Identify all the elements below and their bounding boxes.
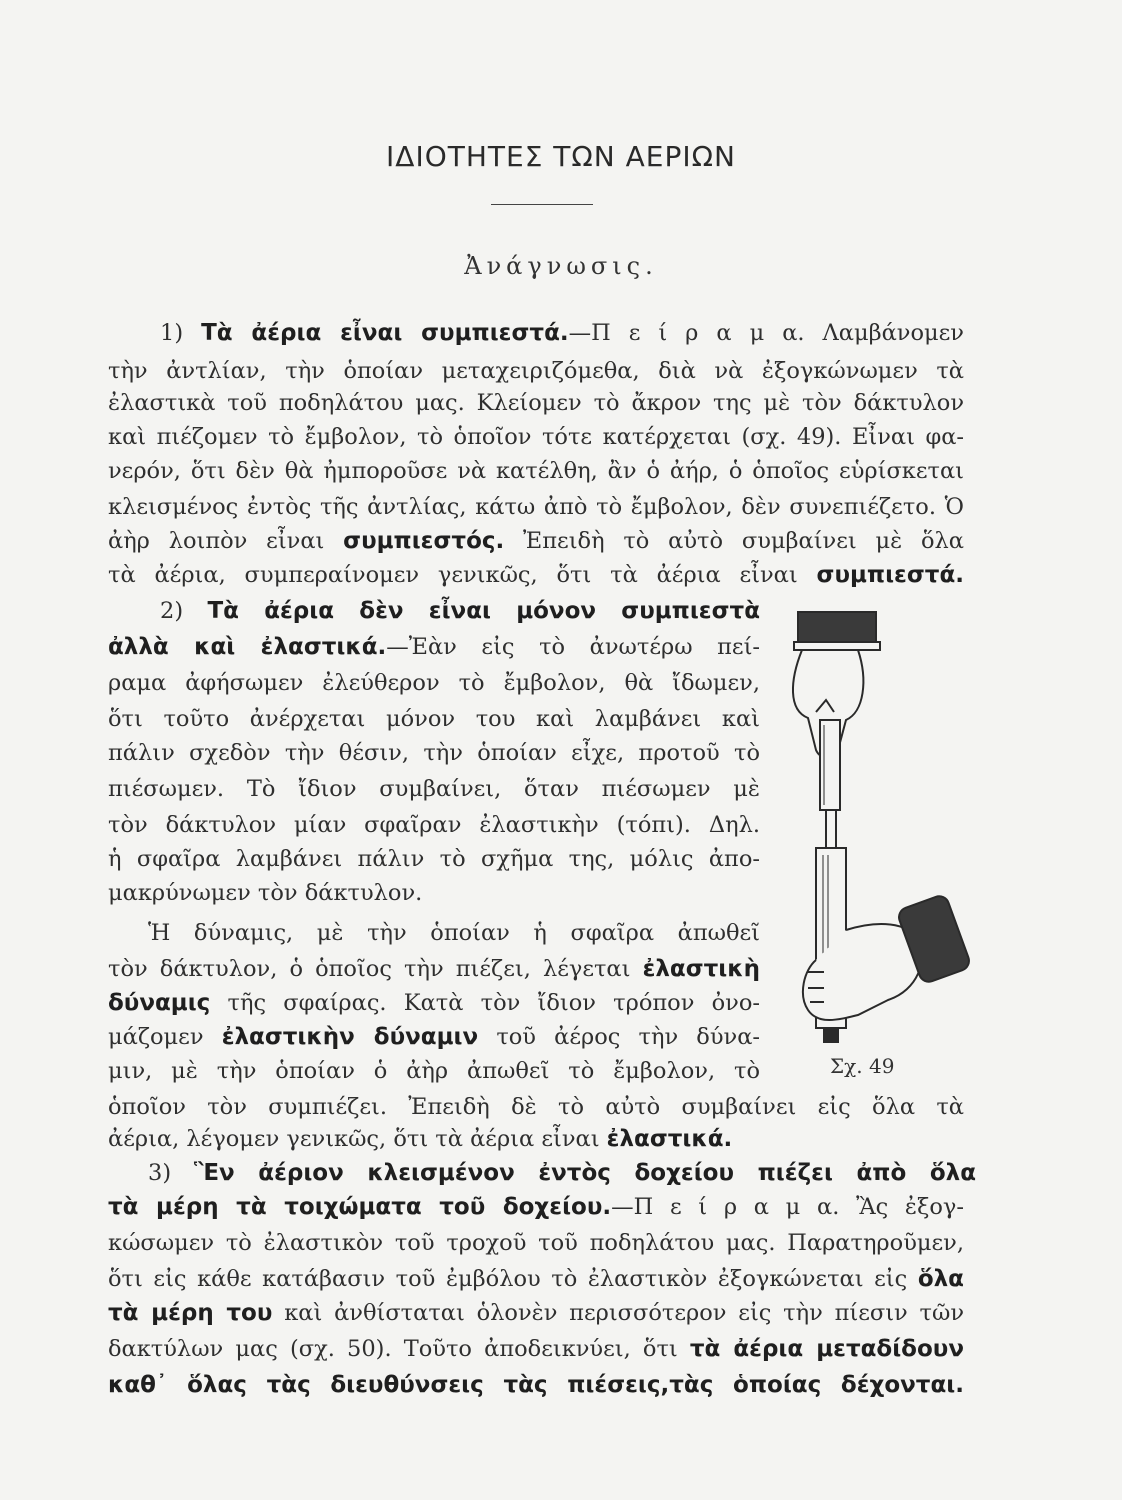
- s3-line-2: [108, 1192, 964, 1222]
- s3-line-4: [108, 1264, 964, 1294]
- s2-p2-line-4-a: μάζομεν: [108, 1024, 222, 1050]
- s3-line-1: [148, 1158, 976, 1188]
- s3-heading-2: τὰ μέρη τὰ τοιχώματα τοῦ δοχείου.: [108, 1194, 612, 1220]
- s2-line-5: πάλιν σχεδὸν τὴν θέσιν, τὴν ὁποίαν εἶχε, προτοῦ τὸ: [108, 740, 760, 766]
- s1-line-7-a: ἀὴρ λοιπὸν εἶναι: [108, 528, 344, 554]
- s1-line-4: καὶ πιέζομεν τὸ ἔμβολον, τὸ ὁποῖον τότε κατέρχεται (σχ. 49). Εἶναι φα-: [108, 424, 964, 450]
- s3-term-transmit: τὰ ἀέρια μεταδίδουν: [689, 1336, 964, 1362]
- s3-line-5-b: καὶ ἀνθίσταται ὁλονὲν περισσότερον εἰς τὴν πίεσιν τῶν: [272, 1300, 964, 1326]
- s2-p2-line-3-b: τῆς σφαίρας. Κατὰ τὸν ἴδιον τρόπον ὀνο-: [210, 990, 760, 1016]
- section-subtitle: Ἀνάγνωσις.: [464, 252, 658, 280]
- s2-line-1: [160, 596, 760, 626]
- s3-heading-1: Ἓν ἀέριον κλεισμένον ἐντὸς δοχείου πιέζει ἀπὸ ὅλα: [193, 1160, 976, 1186]
- s1-line-8: [108, 560, 964, 590]
- s3-number: 3): [148, 1160, 194, 1186]
- s3-line-6: [108, 1334, 964, 1364]
- s1-term-compressible: συμπιεστός.: [343, 528, 505, 554]
- s1-line-5: νερόν, ὅτι δὲν θὰ ἠμποροῦσε νὰ κατέλθη, ἂν ὁ ἀήρ, ὁ ὁποῖος εὑρίσκεται: [108, 458, 964, 484]
- s2-line-9: μακρύνωμεν τὸν δάκτυλον.: [108, 880, 423, 906]
- s2-term-force: δύναμις: [108, 990, 211, 1016]
- s3-line-4-a: ὅτι εἰς κάθε κατάβασιν τοῦ ἐμβόλου τὸ ἐλαστικὸν ἐξογκώνεται εἰς: [108, 1266, 918, 1292]
- s2-p2-line-7: [108, 1124, 732, 1154]
- figure-caption: Σχ. 49: [830, 1054, 895, 1078]
- s2-line-3: ραμα ἀφήσωμεν ἐλεύθερον τὸ ἔμβολον, θὰ ἴδωμεν,: [108, 670, 760, 696]
- s1-line-2: τὴν ἀντλίαν, τὴν ὁποίαν μεταχειριζόμεθα, διὰ νὰ ἐξογκώνωμεν τὰ: [108, 358, 964, 384]
- s3-line-5: [108, 1298, 964, 1328]
- s3-line-2-rest: —Π ε ί ρ α μ α. Ἂς ἐξογ-: [611, 1194, 964, 1220]
- s1-line-7-c: Ἐπειδὴ τὸ αὐτὸ συμβαίνει μὲ ὅλα: [504, 528, 965, 554]
- s2-p2-line-4: [108, 1022, 760, 1052]
- s2-p2-line-2-a: τὸν δάκτυλον, ὁ ὁποῖος τὴν πιέζει, λέγεται: [108, 956, 643, 982]
- s2-line-8: ἡ σφαῖρα λαμβάνει πάλιν τὸ σχῆμα της, μόλις ἀπο-: [108, 846, 760, 872]
- pump-piston-icon: [820, 720, 840, 810]
- s1-heading: Τὰ ἀέρια εἶναι συμπιεστά.: [201, 320, 569, 346]
- s2-p2-line-2: [108, 954, 760, 984]
- s2-p2-line-3: [108, 988, 760, 1018]
- pump-illustration: [768, 600, 973, 1060]
- s1-term-compressible-plural: συμπιεστά.: [816, 562, 964, 588]
- s2-p2-line-5: μιν, μὲ τὴν ὁποίαν ὁ ἀὴρ ἀπωθεῖ τὸ ἔμβολον, τὸ: [108, 1058, 760, 1084]
- s2-p2-line-1: Ἡ δύναμις, μὲ τὴν ὁποίαν ἡ σφαῖρα ἀπωθεῖ: [148, 920, 760, 946]
- s1-line-7: [108, 526, 964, 556]
- s2-line-4: ὅτι τοῦτο ἀνέρχεται μόνον του καὶ λαμβάνει καὶ: [108, 706, 760, 732]
- s2-heading-1: Τὰ ἀέρια δὲν εἶναι μόνον συμπιεστὰ: [207, 598, 761, 624]
- s1-line-1-rest: —Π ε ί ρ α μ α. Λαμβάνομεν: [568, 320, 964, 346]
- s2-p2-line-4-c: τοῦ ἀέρος τὴν δύνα-: [478, 1024, 761, 1050]
- s3-line-3: κώσωμεν τὸ ἐλαστικὸν τοῦ τροχοῦ τοῦ ποδηλάτου μας. Παρατηροῦμεν,: [108, 1230, 964, 1256]
- s2-line-2-rest: —Ἐὰν εἰς τὸ ἀνωτέρω πεί-: [386, 634, 761, 660]
- s2-heading-2: ἀλλὰ καὶ ἐλαστικά.: [108, 634, 387, 660]
- s2-term-elastic-plural: ἐλαστικά.: [606, 1126, 733, 1152]
- title-divider: [491, 204, 593, 205]
- s1-line-6: κλεισμένος ἐντὸς τῆς ἀντλίας, κάτω ἀπὸ τὸ ἔμβολον, δὲν συνεπιέζετο. Ὁ: [108, 494, 964, 520]
- s1-number: 1): [160, 320, 202, 346]
- page-title: ΙΔΙΟΤΗΤΕΣ ΤΩΝ ΑΕΡΙΩΝ: [386, 140, 736, 173]
- cuff-top-icon: [798, 612, 876, 644]
- s3-term-all: ὅλα: [917, 1266, 964, 1292]
- s1-line-3: ἐλαστικὰ τοῦ ποδηλάτου μας. Κλείομεν τὸ ἄκρον της μὲ τὸν δάκτυλον: [108, 390, 964, 416]
- s3-line-7: καθ᾽ ὅλας τὰς διευθύνσεις τὰς πιέσεις,τὰς ὁποίας δέχονται.: [108, 1372, 964, 1398]
- s2-line-7: τὸν δάκτυλον μίαν σφαῖραν ἐλαστικὴν (τόπι). Δηλ.: [108, 812, 760, 838]
- s2-number: 2): [160, 598, 208, 624]
- s2-term-elastic: ἐλαστικὴ: [642, 956, 760, 982]
- s2-line-2: [108, 632, 760, 662]
- s3-term-parts: τὰ μέρη του: [108, 1300, 273, 1326]
- s2-term-elastic-force: ἐλαστικὴν δύναμιν: [221, 1024, 479, 1050]
- s1-line-1: [160, 318, 964, 348]
- s2-line-6: πιέσωμεν. Τὸ ἴδιον συμβαίνει, ὅταν πιέσωμεν μὲ: [108, 776, 760, 802]
- s2-p2-line-6: ὁποῖον τὸν συμπιέζει. Ἐπειδὴ δὲ τὸ αὐτὸ συμβαίνει εἰς ὅλα τὰ: [108, 1094, 964, 1120]
- s1-line-8-a: τὰ ἀέρια, συμπεραίνομεν γενικῶς, ὅτι τὰ ἀέρια εἶναι: [108, 562, 817, 588]
- s2-p2-line-7-a: ἀέρια, λέγομεν γενικῶς, ὅτι τὰ ἀέρια εἶναι: [108, 1126, 607, 1152]
- s3-line-6-a: δακτύλων μας (σχ. 50). Τοῦτο ἀποδεικνύει, ὅτι: [108, 1336, 690, 1362]
